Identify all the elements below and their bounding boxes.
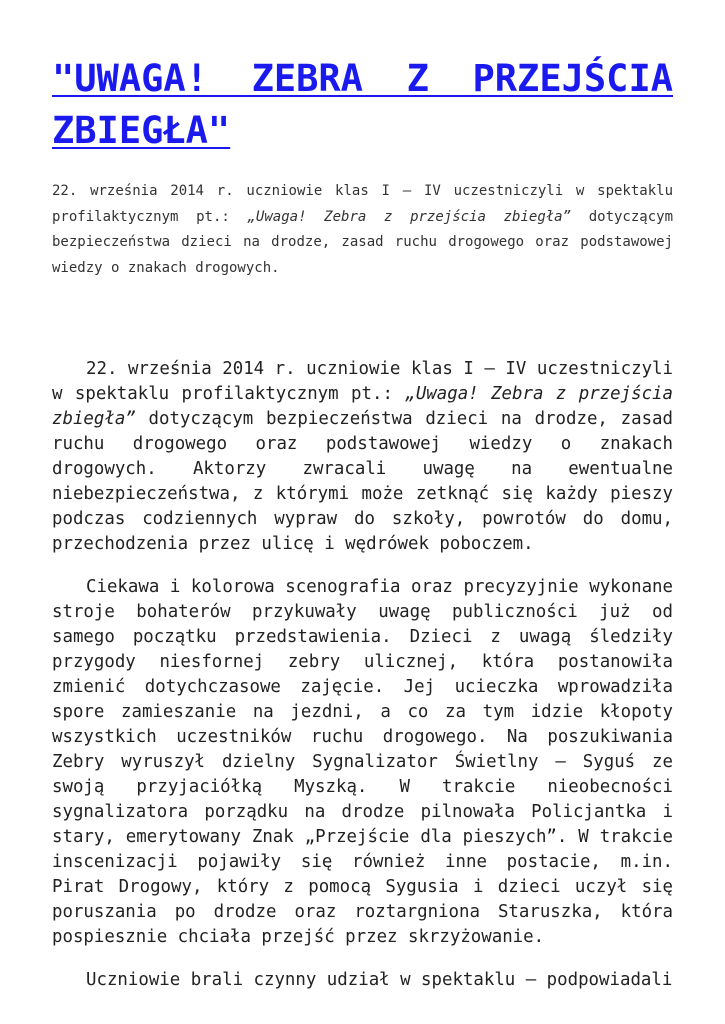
article-title-link[interactable] xyxy=(52,0,673,157)
excerpt-play-title: „Uwaga! Zebra z przejścia zbiegła” xyxy=(247,208,572,225)
article-title-line-1[interactable]: "UWAGA! ZEBRA Z PRZEJŚCIA xyxy=(52,57,673,100)
body-paragraph-1 xyxy=(52,357,673,557)
excerpt-text-end: dotyczącym bezpieczeństwa dzieci na drodze, zasad ruchu drogowego oraz podstawowej wiedzy o znakach drogowych. xyxy=(52,208,674,276)
excerpt-text-start: 22. września 2014 r. uczniowie klas I – IV uczestniczyli w spektaklu profilaktycznym pt.: xyxy=(52,183,673,225)
article-title-line-2[interactable]: ZBIEGŁA" xyxy=(52,109,231,152)
body-paragraph-3: Uczniowie brali czynny udział w spektaklu – podpowiadali xyxy=(86,970,673,990)
body-paragraph-2: Ciekawa i kolorowa scenografia oraz precyzyjnie wykonane stroje bohaterów przykuwały uwagę publiczności już od samego początku przedstawienia. Dzieci z uwagą śledziły przygody niesfornej zebry ulicznej, która postanowiła zmienić dotychczasowe zajęcie. Jej ucieczka wprowadziła spore zamieszanie na jezdni, a co za tym idzie kłopoty wszystkich uczestników ruchu drogowego. Na poszukiwania Zebry wyruszył dzielny Sygnalizator Świetlny – Syguś ze swoją przyjaciółką Myszką. W trakcie nieobecności sygnalizatora porządku na drodze pilnowała Policjantka i stary, emerytowany Znak „Przejście dla pieszych”. W trakcie inscenizacji pojawiły się również inne postacie, m.in. Pirat Drogowy, który z pomocą Sygusia i dzieci uczył się poruszania po drodze oraz roztargniona Staruszka, która pospiesznie chciała przejść przez skrzyżowanie. xyxy=(52,577,673,947)
paragraph-1-play-title: „Uwaga! Zebra z przejścia zbiegła” xyxy=(52,384,673,429)
article-excerpt xyxy=(52,179,673,281)
paragraph-1-text-start: 22. września 2014 r. uczniowie klas I – IV uczestniczyli w spektaklu profilaktycznym pt.: xyxy=(52,359,673,404)
article-body xyxy=(52,357,673,993)
paragraph-1-text-end: dotyczącym bezpieczeństwa dzieci na drodze, zasad ruchu drogowego oraz podstawowej wiedzy o znakach drogowych. Aktorzy zwracali uwagę na ewentualne niebezpieczeństwa, z którymi może zetknąć się każdy pieszy podczas codziennych wypraw do szkoły, powrotów do domu, przechodzenia przez ulicę i wędrówek poboczem. xyxy=(52,409,673,554)
